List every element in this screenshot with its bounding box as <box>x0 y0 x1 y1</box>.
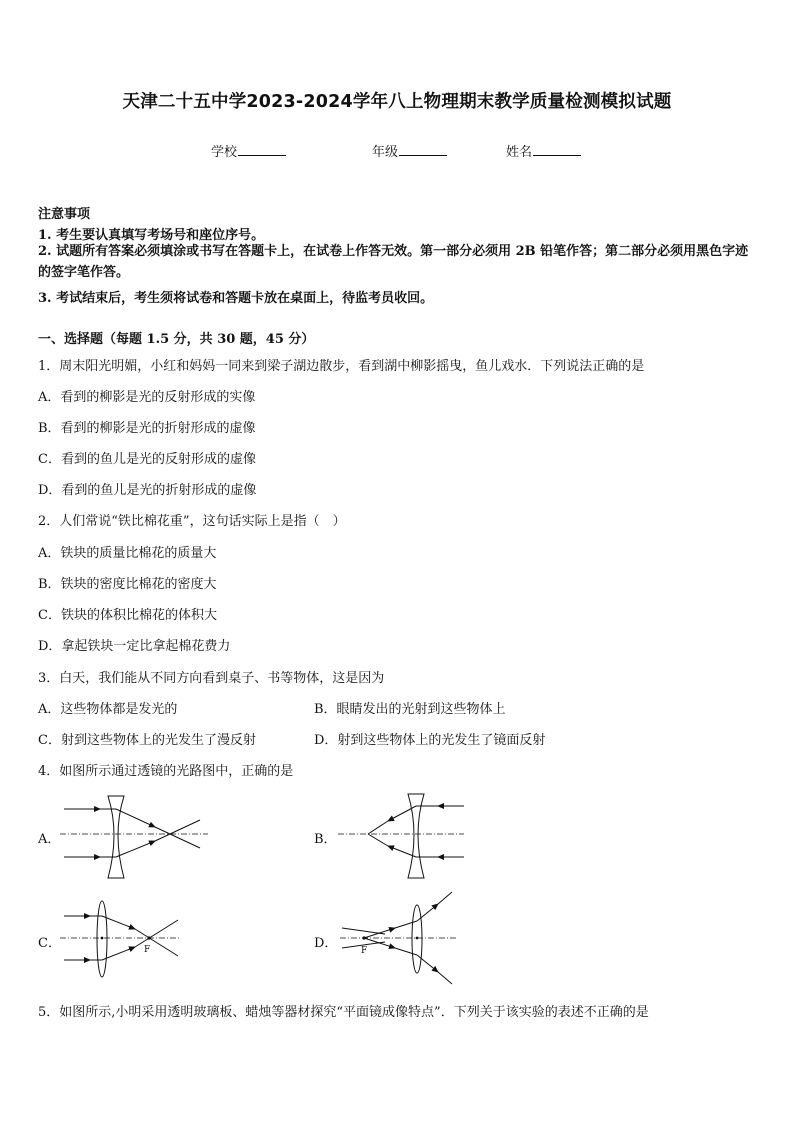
q2-option-d: D．拿起铁块一定比拿起棉花费力 <box>38 639 231 654</box>
diagram-b-concave-lens <box>338 794 468 880</box>
q2-stem: 2．人们常说“铁比棉花重”，这句话实际上是指（ ） <box>38 514 346 529</box>
q3-option-b: B．眼睛发出的光射到这些物体上 <box>314 702 506 717</box>
name-field <box>506 141 581 160</box>
q3-option-a: A．这些物体都是发光的 <box>38 702 178 717</box>
q1-option-a: A．看到的柳影是光的反射形成的实像 <box>38 390 256 405</box>
q4-option-d-label: D． <box>314 936 338 951</box>
q4-option-b-label: B． <box>314 832 337 847</box>
school-blank[interactable] <box>238 143 286 156</box>
name-blank[interactable] <box>533 143 581 156</box>
q2-option-b: B．铁块的密度比棉花的密度大 <box>38 577 217 592</box>
q1-option-c: C．看到的鱼儿是光的反射形成的虚像 <box>38 452 256 467</box>
grade-field <box>372 141 447 160</box>
notice-heading: 注意事项 <box>38 207 91 222</box>
q5-stem: 5．如图所示,小明采用透明玻璃板、蜡烛等器材探究“平面镜成像特点”．下列关于该实验的表述不正确的是 <box>38 1005 649 1020</box>
diagram-a-concave-lens <box>60 796 210 880</box>
notice-item-3: 3. 考试结束后，考生须将试卷和答题卡放在桌面上，待监考员收回。 <box>38 291 434 306</box>
notice-item-1: 1. 考生要认真填写考场号和座位序号。 <box>38 228 265 243</box>
name-label: 姓名 <box>506 145 533 160</box>
q3-stem: 3．白天，我们能从不同方向看到桌子、书等物体，这是因为 <box>38 671 385 686</box>
school-field <box>211 141 286 160</box>
q2-option-a: A．铁块的质量比棉花的质量大 <box>38 546 217 561</box>
q3-option-c: C．射到这些物体上的光发生了漫反射 <box>38 733 256 748</box>
exam-title: 天津二十五中学2023-2024学年八上物理期末教学质量检测模拟试题 <box>122 92 672 112</box>
diagram-d-convex-lens <box>340 890 460 988</box>
q1-stem: 1．周末阳光明媚，小红和妈妈一同来到梁子湖边散步，看到湖中柳影摇曳，鱼儿戏水．下列说法正确的是 <box>38 359 645 374</box>
section-heading: 一、选择题（每题 1.5 分，共 30 题，45 分） <box>38 332 315 347</box>
grade-blank[interactable] <box>399 143 447 156</box>
diagram-c-convex-lens <box>60 902 185 980</box>
q1-option-b: B．看到的柳影是光的折射形成的虚像 <box>38 421 256 436</box>
q3-option-d: D．射到这些物体上的光发生了镜面反射 <box>314 733 546 748</box>
school-label: 学校 <box>211 145 238 160</box>
q1-option-d: D．看到的鱼儿是光的折射形成的虚像 <box>38 483 257 498</box>
notice-item-2: 2. 试题所有答案必须填涂或书写在答题卡上，在试卷上作答无效。第一部分必须用 2B 铅笔作答；第二部分必须用黑色字迹的签字笔作答。 <box>38 244 749 280</box>
focus-label-d: F <box>361 946 368 956</box>
q4-stem: 4．如图所示通过透镜的光路图中，正确的是 <box>38 764 294 779</box>
grade-label: 年级 <box>372 145 399 160</box>
q4-option-c-label: C． <box>38 936 61 951</box>
q2-option-c: C．铁块的体积比棉花的体积大 <box>38 608 217 623</box>
focus-label-c: F <box>144 945 151 955</box>
q4-option-a-label: A． <box>38 832 61 847</box>
